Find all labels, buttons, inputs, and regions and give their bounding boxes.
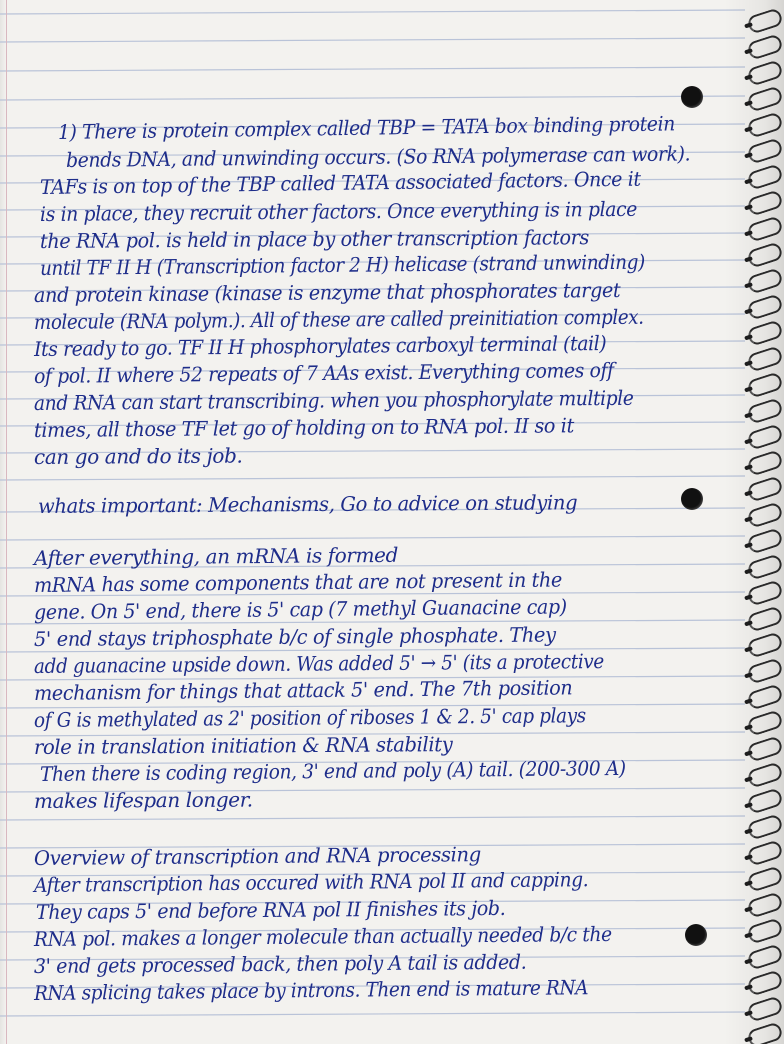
note-line: of pol. II where 52 repeats of 7 AAs exist. Everything comes off (33, 357, 614, 388)
note-line: TAFs is on top of the TBP called TATA associated factors. Once it (39, 166, 641, 199)
note-line: 1) There is protein complex called TBP = TATA box binding protein (57, 111, 676, 144)
note-line: bends DNA, and unwinding occurs. (So RNA polymerase can work). (65, 141, 691, 172)
handwritten-notes (14, 0, 754, 1044)
note-line: Overview of transcription and RNA processing (33, 842, 481, 870)
note-line: They caps 5' end before RNA pol II finishes its job. (35, 895, 506, 924)
note-line: After transcription has occured with RNA pol II and capping. (33, 867, 589, 897)
note-line: molecule (RNA polym.). All of these are called preinitiation complex. (33, 304, 644, 334)
note-line: and RNA can start transcribing. when you phosphorylate multiple (33, 385, 634, 415)
margin-line (6, 0, 7, 1044)
note-line: gene. On 5' end, there is 5' cap (7 methyl Guanacine cap) (33, 594, 567, 624)
note-line: mRNA has some components that are not present in the (33, 567, 563, 597)
note-line: After everything, an mRNA is formed (33, 542, 399, 570)
note-line: of G is methylated as 2' position of riboses 1 & 2. 5' cap plays (33, 703, 586, 732)
note-line: until TF II H (Transcription factor 2 H) helicase (strand unwinding) (39, 249, 645, 280)
note-line: makes lifespan longer. (33, 787, 253, 813)
note-line: Then there is coding region, 3' end and poly (A) tail. (200-300 A) (39, 755, 626, 786)
note-line: 5' end stays triphosphate b/c of single phosphate. They (33, 622, 556, 651)
note-line: 3' end gets processed back, then poly A tail is added. (33, 949, 527, 978)
note-line: and protein kinase (kinase is enzyme that phosphorates target (33, 277, 621, 307)
note-line: can go and do its job. (33, 443, 243, 469)
note-line: the RNA pol. is held in place by other transcription factors (39, 225, 590, 253)
note-line: RNA pol. makes a longer molecule than actually needed b/c the (33, 921, 612, 951)
note-line: times, all those TF let go of holding on to RNA pol. II so it (33, 413, 574, 442)
note-line: RNA splicing takes place by introns. Then end is mature RNA (33, 975, 589, 1005)
note-line: is in place, they recruit other factors. Once everything is in place (39, 196, 638, 226)
note-line: mechanism for things that attack 5' end. The 7th position (33, 675, 573, 705)
note-line: role in translation initiation & RNA stability (33, 732, 453, 759)
note-line: Its ready to go. TF II H phosphorylates carboxyl terminal (tail) (33, 331, 607, 361)
note-line: whats important: Mechanisms, Go to advice on studying (37, 490, 578, 518)
note-line: add guanacine upside down. Was added 5' → 5' (its a protective (33, 649, 604, 678)
